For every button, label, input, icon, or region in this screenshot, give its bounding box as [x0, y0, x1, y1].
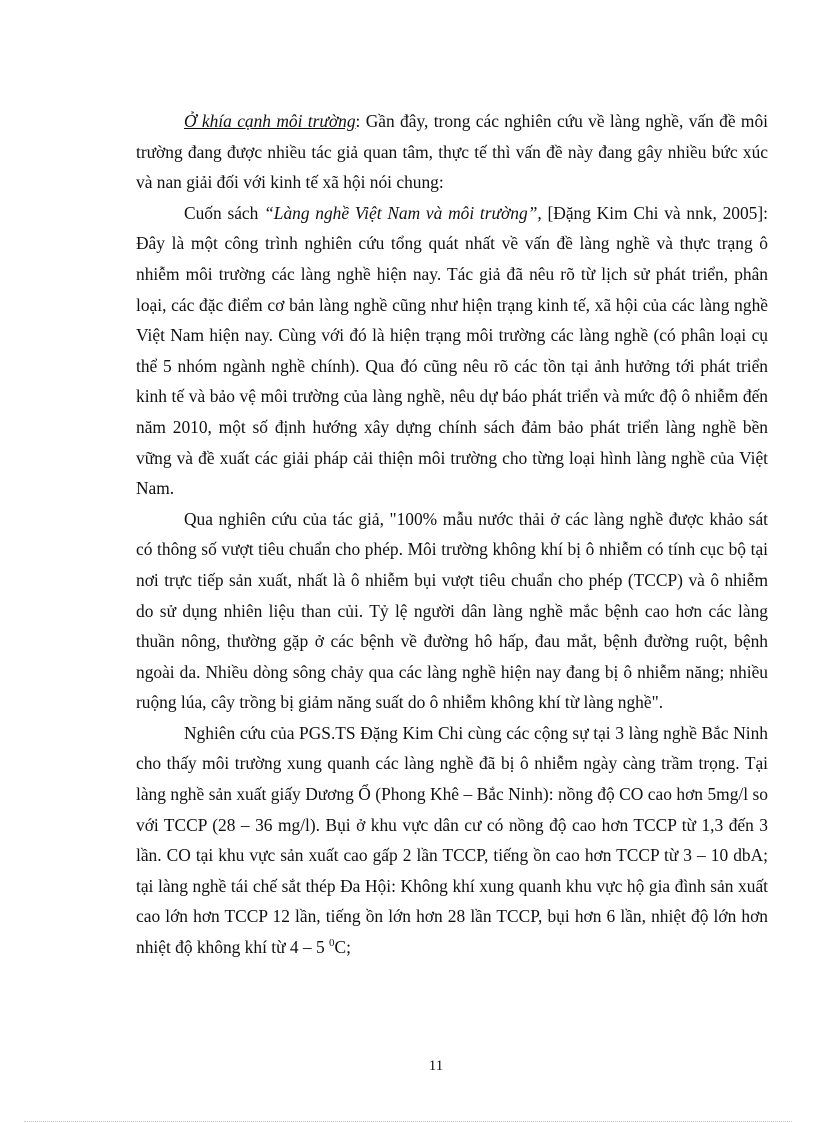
paragraph-text: : Gần đây, trong các nghiên cứu về làng nghề, vấn đề môi trường đang được nhiều tác giả quan tâm, thực tế thì vấn đề này đang gây nhiều bức xúc và nan giải đối với kinh tế xã hội nói chung: [136, 111, 768, 193]
section-lead-phrase: Ở khía cạnh môi trường [184, 111, 356, 131]
paragraph-suffix: C; [334, 937, 351, 958]
paragraph-environment-intro [136, 106, 768, 198]
paragraph-bac-ninh-study [136, 718, 768, 963]
page-bottom-divider [24, 1121, 792, 1122]
book-title: “Làng nghề Việt Nam và môi trường”, [264, 202, 542, 223]
paragraph-text: Qua nghiên cứu của tác giả, "100% mẫu nước thải ở các làng nghề được khảo sát có thông số vượt tiêu chuẩn cho phép. Môi trường không khí bị ô nhiễm có tính cục bộ tại nơi trực tiếp sản xuất, nhất là ô nhiễm bụi vượt tiêu chuẩn cho phép (TCCP) và ô nhiễm do sử dụng nhiên liệu than củi. Tỷ lệ người dân làng nghề mắc bệnh cao hơn các làng thuần nông, thường gặp ở các bệnh về đường hô hấp, đau mắt, bệnh đường ruột, bệnh ngoài da. Nhiều dòng sông chảy qua các làng nghề hiện nay đang bị ô nhiễm năng; nhiều ruộng lúa, cây trồng bị giảm năng suất do ô nhiễm không khí từ làng nghề". [136, 508, 768, 713]
paragraph-prefix: Cuốn sách [184, 202, 265, 223]
body-text [136, 106, 768, 963]
paragraph-book-review [136, 198, 768, 504]
degree-superscript: 0 [329, 937, 335, 950]
paragraph-research-findings [136, 504, 768, 718]
paragraph-text: [Đặng Kim Chi và nnk, 2005]: Đây là một công trình nghiên cứu tổng quát nhất về vấn đề làng nghề và thực trạng ô nhiễm môi trường các làng nghề hiện nay. Tác giả đã nêu rõ từ lịch sử phát triển, phân loại, các đặc điểm cơ bản làng nghề cũng như hiện trạng kinh tế, xã hội của các làng nghề Việt Nam hiện nay. Cùng với đó là hiện trạng môi trường các làng nghề (có phân loại cụ thể 5 nhóm ngành nghề chính). Qua đó cũng nêu rõ các tồn tại ảnh hưởng tới phát triển kinh tế và bảo vệ môi trường của làng nghề, nêu dự báo phát triển và mức độ ô nhiễm đến năm 2010, một số định hướng xây dựng chính sách đảm bảo phát triển làng nghề bền vững và đề xuất các giải pháp cải thiện môi trường cho từng loại hình làng nghề của Việt Nam. [136, 202, 768, 499]
paragraph-text: Nghiên cứu của PGS.TS Đặng Kim Chi cùng các cộng sự tại 3 làng nghề Bắc Ninh cho thấy môi trường xung quanh các làng nghề đã bị ô nhiễm ngày càng trầm trọng. Tại làng nghề sản xuất giấy Dương Ổ (Phong Khê – Bắc Ninh): nồng độ CO cao hơn 5mg/l so với TCCP (28 – 36 mg/l). Bụi ở khu vực dân cư có nồng độ cao hơn TCCP từ 1,3 đến 3 lần. CO tại khu vực sản xuất cao gấp 2 lần TCCP, tiếng ồn cao hơn TCCP từ 3 – 10 dbA; tại làng nghề tái chế sắt thép Đa Hội: Không khí xung quanh khu vực hộ gia đình sản xuất cao lớn hơn TCCP 12 lần, tiếng ồn lớn hơn 28 lần TCCP, bụi hơn 6 lần, nhiệt độ lớn hơn nhiệt độ không khí từ 4 – 5 [136, 722, 768, 958]
page-number: 11 [428, 1058, 444, 1074]
